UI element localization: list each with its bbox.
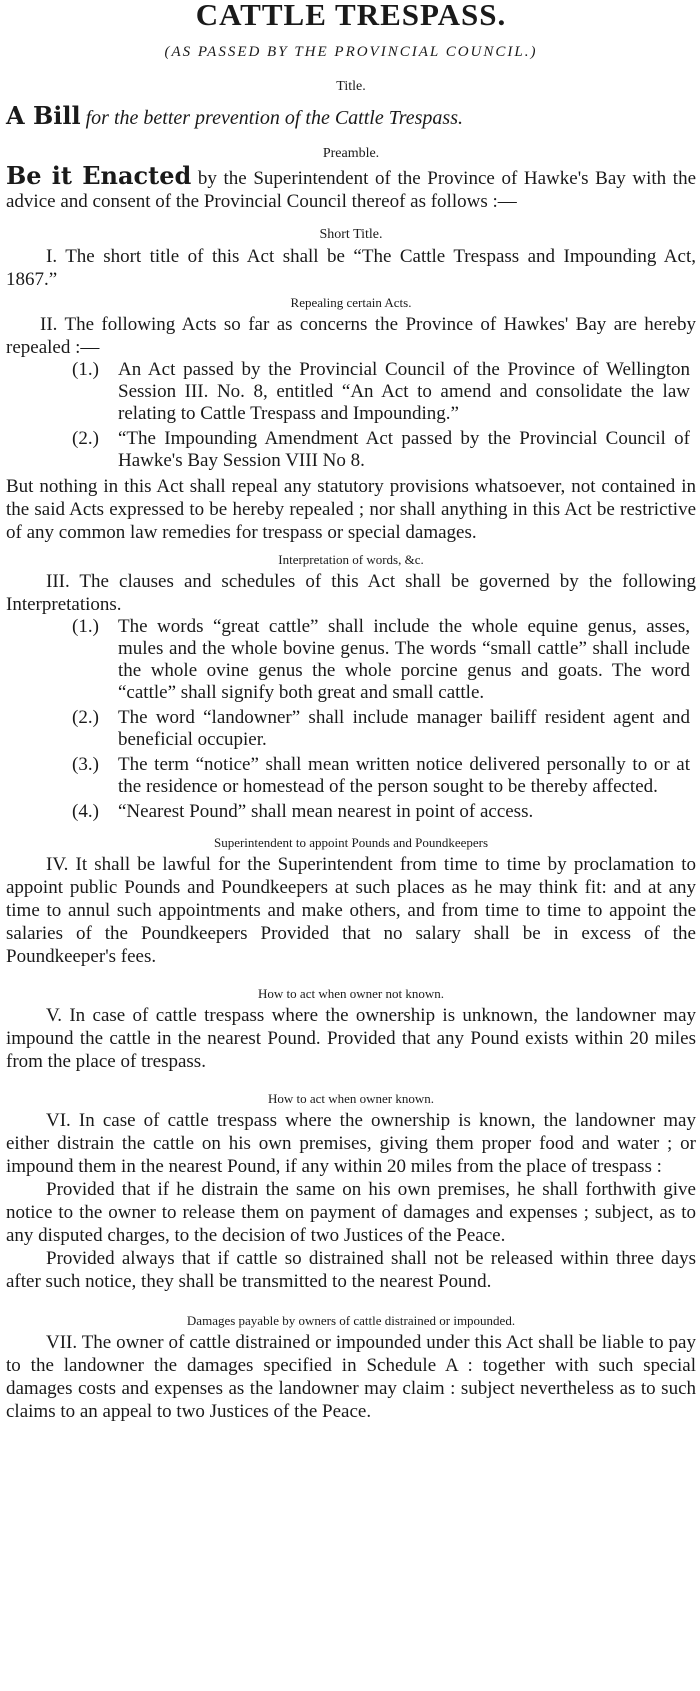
enact-text: by the Superintendent of the Province of Hawke's Bay with the advice and consent of the Provincial Council thereof as follows :— — [6, 168, 696, 212]
section-7: VII. The owner of cattle distrained or impounded under this Act shall be liable to pay to the landowner the damages specified in Schedule A : together with such special damages costs and expenses as the landowner may claim : subject nevertheless as to such claims to an appeal to two Justices of the Peace. — [6, 1332, 696, 1422]
document-title: CATTLE TRESPASS. — [195, 0, 507, 32]
bill-line — [6, 101, 696, 130]
list-item — [6, 707, 696, 751]
item-text: “The Impounding Amendment Act passed by the Provincial Council of Hawke's Bay Session VIII No 8. — [118, 428, 690, 471]
repealed-acts-list — [6, 359, 696, 472]
item-text: The words “great cattle” shall include the whole equine genus, asses, mules and the whole bovine genus. The words “small cattle” shall include the whole ovine genus the whole porcine genus and goats. The word “cattle” shall signify both great and small cattle. — [118, 616, 690, 703]
section-3: III. The clauses and schedules of this Act shall be governed by the following Interpretations. — [6, 571, 696, 615]
section-4: IV. It shall be lawful for the Superintendent from time to time by proclamation to appoint public Pounds and Poundkeepers at such places as he may think fit: and at any time to annul such appointments and make others, and from time to time to appoint the salaries of the Poundkeepers Provided that no salary shall be in excess of the Poundkeeper's fees. — [6, 854, 696, 967]
item-number: (1.) — [72, 616, 99, 637]
title-heading: Title. — [336, 79, 366, 94]
section-5: V. In case of cattle trespass where the ownership is unknown, the landowner may impound the cattle in the nearest Pound. Provided that any Pound exists within 20 miles from the place of trespass. — [6, 1005, 696, 1072]
item-text: The word “landowner” shall include manager bailiff resident agent and beneficial occupier. — [118, 707, 690, 750]
superintendent-heading: Superintendent to appoint Pounds and Poundkeepers — [213, 835, 489, 850]
enacting-clause — [6, 161, 696, 213]
item-number: (4.) — [72, 801, 99, 822]
repealing-heading: Repealing certain Acts. — [290, 295, 412, 310]
section-6: VI. In case of cattle trespass where the ownership is known, the landowner may either distrain the cattle on his own premises, giving them proper food and water ; or impound them in the nearest Pound, if any within 20 miles from the place of trespass : — [6, 1110, 696, 1177]
section-1: I. The short title of this Act shall be “The Cattle Trespass and Impounding Act, 1867.” — [6, 246, 696, 290]
list-item — [6, 754, 696, 798]
list-item — [6, 428, 696, 472]
item-text: An Act passed by the Provincial Council of the Province of Wellington Session III. No. 8, entitled “An Act to amend and consolidate the law relating to Cattle Trespass and Impounding.” — [118, 359, 690, 424]
item-number: (2.) — [72, 707, 99, 728]
section-6-proviso-1: Provided that if he distrain the same on his own premises, he shall forthwith give notice to the owner to release them on payment of damages and expenses ; subject, as to any disputed charges, to the decision of two Justices of the Peace. — [6, 1179, 696, 1246]
document-subtitle: (AS PASSED BY THE PROVINCIAL COUNCIL.) — [164, 44, 538, 60]
section-6-proviso-2: Provided always that if cattle so distrained shall not be released within three days after such notice, they shall be transmitted to the nearest Pound. — [6, 1248, 696, 1292]
list-item — [6, 801, 696, 823]
item-text: “Nearest Pound” shall mean nearest in point of access. — [118, 801, 534, 822]
list-item — [6, 359, 696, 425]
section-2: II. The following Acts so far as concerns the Province of Hawkes' Bay are hereby repealed :— — [6, 314, 696, 358]
interpretations-list — [6, 616, 696, 823]
item-number: (2.) — [72, 428, 99, 449]
section-2-proviso: But nothing in this Act shall repeal any statutory provisions whatsoever, not contained in the said Acts expressed to be hereby repealed ; nor shall anything in this Act be restrictive of any common law remedies for trespass or special damages. — [6, 476, 696, 543]
damages-heading: Damages payable by owners of cattle distrained or impounded. — [186, 1313, 516, 1328]
bill-blackletter: A Bill — [6, 101, 81, 130]
owner-known-heading: How to act when owner known. — [267, 1091, 435, 1106]
interpretation-heading: Interpretation of words, &c. — [278, 552, 424, 567]
list-item — [6, 616, 696, 704]
preamble-heading: Preamble. — [322, 146, 380, 161]
item-number: (3.) — [72, 754, 99, 775]
bill-text: for the better prevention of the Cattle Trespass. — [85, 107, 463, 129]
short-title-heading: Short Title. — [319, 227, 383, 242]
enact-blackletter: Be it Enacted — [6, 161, 192, 190]
owner-unknown-heading: How to act when owner not known. — [258, 986, 444, 1001]
item-text: The term “notice” shall mean written notice delivered personally to or at the residence or homestead of the person sought to be thereby affected. — [118, 754, 690, 797]
item-number: (1.) — [72, 359, 99, 380]
